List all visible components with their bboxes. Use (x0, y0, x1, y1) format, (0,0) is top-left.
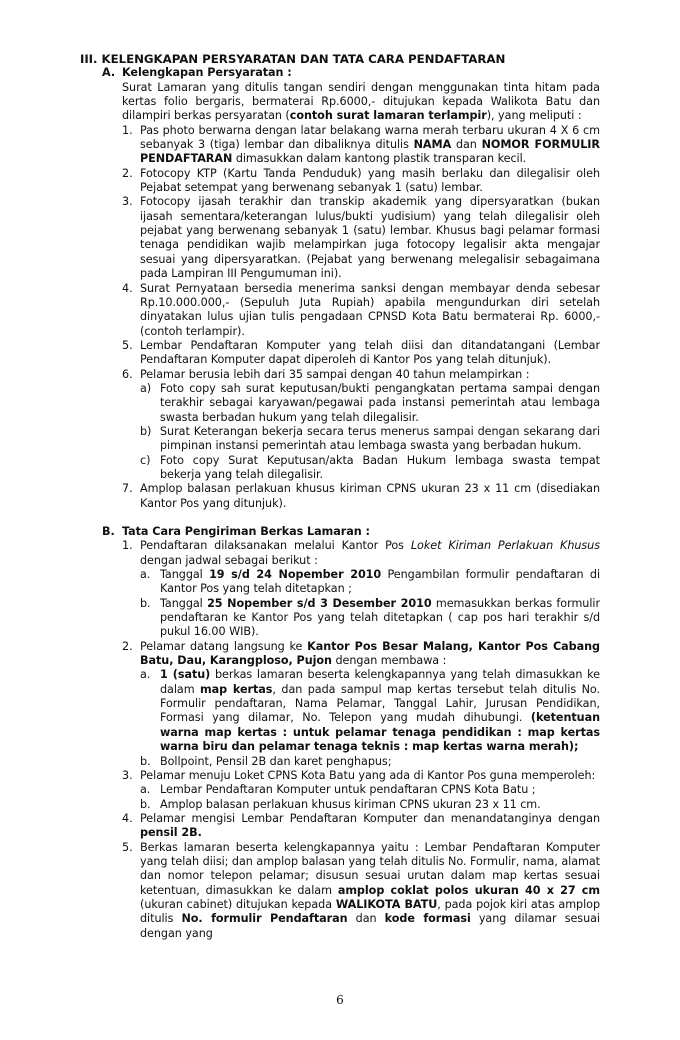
list-item-text (140, 841, 600, 941)
text-run: Pelamar mengisi Lembar Pendaftaran Komputer dan menandatanginya dengan (140, 811, 600, 825)
page-number: 6 (336, 993, 344, 1007)
italic-text: Loket Kiriman Perlakuan Khusus (410, 539, 601, 553)
text-run: Surat Lamaran yang ditulis tangan sendiri dengan menggunakan tinta hitam pada kertas folio bergaris, bermaterai Rp.6000,- ditujukan kepada Walikota Batu dan dilampiri berkas persyaratan ( (122, 80, 600, 123)
list-item-text (140, 195, 600, 281)
sub-list-item-marker: b) (140, 424, 152, 438)
section-gap (80, 511, 600, 525)
bold-text: 19 s/d 24 Nopember 2010 (209, 568, 382, 582)
text-run: yang dilamar sesuai dengan yang (140, 912, 600, 940)
sub-list-item (80, 382, 600, 425)
bold-text: No. formulir Pendaftaran (181, 912, 348, 926)
list-item-number: 4. (122, 811, 133, 825)
list-item-number: 1. (122, 123, 133, 137)
bold-text: contoh surat lamaran terlampir (289, 109, 487, 123)
list-item-number: 2. (122, 166, 133, 180)
sub-list-item-text (160, 425, 600, 454)
sub-list-item (80, 568, 600, 597)
list-item-text (140, 368, 600, 382)
text-run: dimasukkan dalam kantong plastik transparan kecil. (232, 152, 527, 166)
list-item-text (140, 482, 600, 511)
bold-text: 1 (satu) (160, 668, 211, 682)
sub-list-item-marker: c) (140, 453, 151, 467)
list-item-number: 2. (122, 639, 133, 653)
sub-list-item (80, 668, 600, 754)
list-item-number: 7. (122, 482, 133, 496)
list-item-text (140, 640, 600, 669)
list-item-number: 4. (122, 281, 133, 295)
text-run: ), yang meliputi : (486, 109, 582, 123)
text-run: dan (347, 912, 385, 926)
list-item-number: 3. (122, 195, 133, 209)
text-run: Pelamar datang langsung ke (140, 639, 308, 653)
document-body (80, 52, 600, 941)
bold-text: map kertas (200, 682, 273, 696)
text-run: Berkas lamaran beserta kelengkapannya yaitu : Lembar Pendaftaran Komputer yang telah diisi; dan amplop balasan yang telah ditulis No. Formulir, nama, alamat dan nomor telepon pelamar; disusun sesuai urutan dalam map kertas sesuai ketentuan, dimasukkan ke dalam (140, 840, 600, 897)
list-item-text (140, 282, 600, 339)
bold-text: NAMA (413, 138, 452, 152)
bold-text: NOMOR FORMULIR PENDAFTARAN (140, 138, 600, 166)
list-item (80, 482, 600, 511)
sub-list-item (80, 783, 600, 797)
list-item (80, 769, 600, 783)
sub-list-item-text (160, 755, 600, 769)
subsection-b-heading (80, 525, 600, 539)
list-item (80, 368, 600, 382)
text-run: berkas lamaran beserta kelengkapannya yang telah dimasukkan ke dalam (160, 668, 601, 696)
text-run: dan (451, 138, 482, 152)
list-item (80, 812, 600, 841)
bold-text: amplop coklat polos ukuran 40 x 27 cm (337, 883, 600, 897)
sub-list-item-text (160, 454, 600, 483)
subsection-a-title: Kelengkapan Persyaratan : (122, 66, 292, 80)
sub-list-item-marker: b. (140, 754, 151, 768)
subsection-b-list (80, 539, 600, 941)
sub-list-item-marker: a. (140, 668, 151, 682)
bold-text: pensil 2B. (140, 826, 202, 840)
list-item-text (140, 167, 600, 196)
sub-list-item (80, 597, 600, 640)
sub-list-item-text (160, 783, 600, 797)
list-item-text (140, 339, 600, 368)
text-run: Lembar Pendaftaran Komputer yang telah diisi dan ditandatangani (Lembar Pendaftaran Komputer dapat diperoleh di Kantor Pos yang telah ditunjuk). (140, 338, 600, 367)
sub-list-item-marker: a. (140, 783, 151, 797)
text-run: Lembar Pendaftaran Komputer untuk pendaftaran CPNS Kota Batu ; (160, 783, 536, 797)
subsection-b-label: B. (102, 525, 115, 538)
text-run: Amplop balasan perlakuan khusus kiriman CPNS ukuran 23 x 11 cm. (160, 797, 541, 811)
list-item-text (140, 812, 600, 841)
bold-text: 25 Nopember s/d 3 Desember 2010 (207, 596, 432, 610)
text-run: Pelamar berusia lebih dari 35 sampai dengan 40 tahun melampirkan : (140, 367, 530, 381)
text-run: Pendaftaran dilaksanakan melalui Kantor Pos (140, 539, 411, 553)
text-run: dengan jadwal sebagai berikut : (140, 553, 318, 567)
text-run: Foto copy sah surat keputusan/bukti pengangkatan pertama sampai dengan terakhir sebagai karyawan/pegawai pada instansi pemerintah atau lembaga swasta berbadan hukum yang telah dilegalisir. (160, 381, 600, 424)
text-run: Fotocopy KTP (Kartu Tanda Penduduk) yang masih berlaku dan dilegalisir oleh Pejabat setempat yang berwenang sebanyak 1 (satu) lembar. (140, 166, 600, 195)
sub-list-item-text (160, 568, 600, 597)
text-run: Foto copy Surat Keputusan/akta Badan Hukum lembaga swasta tempat bekerja yang telah dilegalisir. (160, 453, 600, 481)
list-item (80, 167, 600, 196)
list-item-text (140, 769, 600, 783)
text-run: Amplop balasan perlakuan khusus kiriman CPNS ukuran 23 x 11 cm (disediakan Kantor Pos yang ditunjuk). (140, 482, 600, 510)
text-run: Surat Pernyataan bersedia menerima sanksi dengan membayar denda sebesar Rp.10.000.000,- (Sepuluh Juta Rupiah) apabila mengundurkan diri setelah dinyatakan lulus ujian tulis pengadaan CPNSD Kota Batu bermaterai Rp. 6000,- (contoh terlampir). (140, 281, 600, 338)
sub-list-item-marker: b. (140, 596, 151, 610)
sub-list-item (80, 425, 600, 454)
list-item (80, 282, 600, 339)
sub-list-item (80, 454, 600, 483)
sub-list-item-text (160, 382, 600, 425)
bold-text: kode formasi (384, 912, 471, 926)
sub-list-item-marker: a) (140, 381, 152, 395)
text-run: Pengambilan formulir pendaftaran di Kantor Pos yang telah ditetapkan ; (160, 568, 600, 596)
text-run: Fotocopy ijasah terakhir dan transkip akademik yang dipersyaratkan (bukan ijasah sementara/keterangan lulus/bukti yudisium) yang telah dilegalisir oleh pejabat yang berwenang sebanyak 1 (satu) lembar. Khusus bagi pelamar formasi tenaga pendidikan wajib melampirkan juga fotocopy legalisir akta mengajar sesuai yang dipersyaratkan. (Pejabat yang berwenang melegalisir sebagaimana pada Lampiran III Pengumuman ini). (140, 195, 600, 281)
list-item-number: 1. (122, 539, 133, 553)
text-run: memasukkan berkas formulir pendaftaran ke Kantor Pos yang telah ditetapkan ( cap pos hari terakhir s/d pukul 16.00 WIB). (160, 596, 600, 639)
text-run: , pada pojok kiri atas amplop ditulis (140, 897, 601, 926)
sub-list-item (80, 755, 600, 769)
list-item (80, 195, 600, 281)
sub-list-item-text (160, 597, 600, 640)
list-item (80, 539, 600, 568)
list-item-text (140, 124, 600, 167)
section-title: III. KELENGKAPAN PERSYARATAN DAN TATA CARA PENDAFTARAN (80, 52, 506, 66)
list-item (80, 339, 600, 368)
subsection-b-title: Tata Cara Pengiriman Berkas Lamaran : (122, 525, 370, 538)
list-item (80, 640, 600, 669)
list-item-number: 5. (122, 840, 133, 854)
sub-list-item-marker: b. (140, 797, 151, 811)
text-run: Surat Keterangan bekerja secara terus menerus sampai dengan sekarang dari pimpinan instansi pemerintah atau lembaga swasta yang berbadan hukum. (160, 424, 600, 453)
list-item-number: 3. (122, 768, 133, 782)
text-run: Pas photo berwarna dengan latar belakang warna merah terbaru ukuran 4 X 6 cm sebanyak 3 (tiga) lembar dan dibaliknya ditulis (140, 123, 600, 152)
text-run: , dan pada sampul map kertas tersebut telah ditulis No. Formulir pendaftaran, Nama Pelamar, Tanggal Lahir, Jurusan Pendidikan, Formasi yang dilamar, No. Telepon yang mudah dihubungi. (160, 682, 600, 725)
bold-text: (ketentuan warna map kertas : untuk pelamar tenaga pendidikan : map kertas warna biru dan pelamar tenaga teknis : map kertas warna merah); (160, 711, 600, 754)
list-item-number: 6. (122, 367, 133, 381)
subsection-a-list (80, 124, 600, 511)
sub-list-item-text (160, 668, 600, 754)
text-run: Tanggal (160, 568, 210, 582)
subsection-a-label: A. (102, 66, 116, 80)
list-item (80, 841, 600, 941)
list-item-number: 5. (122, 338, 133, 352)
text-run: Bollpoint, Pensil 2B dan karet penghapus; (160, 754, 392, 768)
text-run: Pelamar menuju Loket CPNS Kota Batu yang ada di Kantor Pos guna memperoleh: (140, 768, 596, 782)
text-run: (ukuran cabinet) ditujukan kepada (140, 897, 336, 911)
list-item (80, 124, 600, 167)
subsection-a-heading (80, 66, 600, 80)
sub-list-item-marker: a. (140, 568, 151, 582)
text-run: Tanggal (160, 596, 208, 610)
list-item-text (140, 539, 600, 568)
text-run: dengan membawa : (331, 654, 447, 668)
sub-list-item (80, 798, 600, 812)
bold-text: Kantor Pos Besar Malang, Kantor Pos Cabang Batu, Dau, Karangploso, Pujon (140, 639, 600, 668)
sub-list-item-text (160, 798, 600, 812)
subsection-a-intro (80, 81, 600, 124)
bold-text: WALIKOTA BATU (335, 897, 438, 911)
